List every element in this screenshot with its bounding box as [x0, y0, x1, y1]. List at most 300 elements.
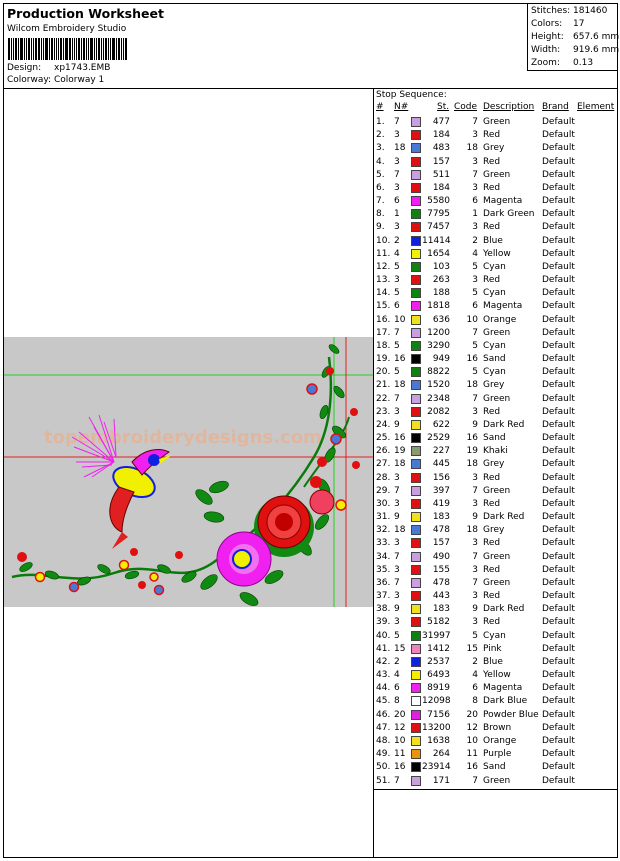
table-row [374, 630, 617, 643]
row-code: 3 [472, 156, 478, 167]
row-needle: 16 [394, 354, 406, 365]
row-stitches: 2529 [427, 433, 450, 444]
row-stitches: 11414 [422, 235, 451, 246]
table-row [374, 366, 617, 379]
barcode-bar [105, 38, 107, 60]
barcode-bar [26, 38, 27, 60]
row-needle: 3 [394, 130, 400, 141]
colors-label: Colors: [531, 19, 563, 29]
row-code: 10 [466, 735, 478, 746]
table-row [374, 169, 617, 182]
row-code: 3 [472, 275, 478, 286]
table-row [374, 327, 617, 340]
row-code: 18 [466, 525, 478, 536]
table-row [374, 340, 617, 353]
row-description: Blue [483, 656, 503, 667]
stitches-label: Stitches: [531, 6, 571, 16]
row-number: 31. [376, 512, 391, 523]
barcode-bar [112, 38, 115, 60]
row-description: Red [483, 275, 501, 286]
row-number: 45. [376, 696, 391, 707]
row-stitches: 478 [432, 525, 450, 536]
company-name: Wilcom Embroidery Studio [7, 24, 127, 34]
color-swatch [411, 552, 421, 562]
color-swatch [411, 394, 421, 404]
barcode-bar [72, 38, 73, 60]
table-row [374, 445, 617, 458]
table-row [374, 287, 617, 300]
row-needle: 12 [394, 722, 406, 733]
color-swatch [411, 710, 421, 720]
color-swatch [411, 117, 421, 127]
row-code: 9 [472, 604, 478, 615]
row-number: 35. [376, 564, 391, 575]
barcode-bar [51, 38, 53, 60]
table-row [374, 511, 617, 524]
row-description: Green [483, 485, 511, 496]
row-number: 17. [376, 327, 391, 338]
row-description: Green [483, 551, 511, 562]
row-code: 5 [472, 367, 478, 378]
row-brand: Default [542, 393, 575, 404]
height-label: Height: [531, 32, 564, 42]
row-number: 4. [376, 156, 385, 167]
row-stitches: 511 [432, 169, 450, 180]
row-needle: 6 [394, 301, 400, 312]
row-stitches: 1412 [427, 643, 450, 654]
row-code: 11 [466, 749, 478, 760]
row-stitches: 1638 [427, 735, 450, 746]
barcode-bar [69, 38, 71, 60]
row-needle: 2 [394, 656, 400, 667]
barcode-bar [101, 38, 102, 60]
row-brand: Default [542, 735, 575, 746]
table-row [374, 695, 617, 708]
row-stitches: 171 [432, 775, 450, 786]
row-brand: Default [542, 604, 575, 615]
row-needle: 11 [394, 749, 406, 760]
col-element: Element [577, 102, 615, 112]
row-stitches: 264 [432, 749, 450, 760]
row-code: 7 [472, 327, 478, 338]
row-number: 13. [376, 275, 391, 286]
row-stitches: 1520 [427, 380, 450, 391]
table-row [374, 761, 617, 774]
row-code: 3 [472, 222, 478, 233]
stop-sequence-panel [374, 90, 617, 790]
row-description: Magenta [483, 301, 523, 312]
table-row [374, 208, 617, 221]
row-stitches: 2348 [427, 393, 450, 404]
row-code: 6 [472, 196, 478, 207]
barcode-bar [60, 38, 62, 60]
table-row [374, 472, 617, 485]
row-needle: 8 [394, 696, 400, 707]
row-needle: 7 [394, 117, 400, 127]
row-stitches: 8822 [427, 367, 450, 378]
row-brand: Default [542, 327, 575, 338]
row-stitches: 183 [432, 512, 450, 523]
color-swatch [411, 143, 421, 153]
barcode-bar [88, 38, 89, 60]
row-stitches: 477 [432, 117, 450, 127]
design-row [7, 63, 110, 73]
row-description: Dark Red [483, 512, 525, 523]
row-number: 1. [376, 117, 385, 127]
row-description: Yellow [483, 670, 511, 681]
width-value: 919.6 mm [573, 45, 620, 55]
width-stat [531, 45, 619, 55]
row-needle: 3 [394, 275, 400, 286]
color-swatch [411, 196, 421, 206]
row-code: 18 [466, 380, 478, 391]
table-row [374, 485, 617, 498]
table-row [374, 669, 617, 682]
row-stitches: 636 [432, 314, 450, 325]
row-description: Cyan [483, 288, 506, 299]
color-swatch [411, 209, 421, 219]
color-swatch [411, 670, 421, 680]
color-swatch [411, 473, 421, 483]
row-needle: 3 [394, 591, 400, 602]
watermark-text: topembroiderydesigns.com [44, 427, 322, 448]
row-brand: Default [542, 196, 575, 207]
color-swatch [411, 591, 421, 601]
row-number: 6. [376, 182, 385, 193]
row-brand: Default [542, 617, 575, 628]
row-stitches: 7457 [427, 222, 450, 233]
row-needle: 3 [394, 617, 400, 628]
table-row [374, 564, 617, 577]
row-code: 15 [466, 643, 478, 654]
row-code: 4 [472, 248, 478, 259]
barcode-bar [43, 38, 44, 60]
row-description: Sand [483, 762, 506, 773]
row-code: 7 [472, 551, 478, 562]
row-brand: Default [542, 551, 575, 562]
row-code: 19 [466, 446, 478, 457]
row-brand: Default [542, 117, 575, 127]
row-brand: Default [542, 130, 575, 141]
barcode-bar [78, 38, 80, 60]
color-swatch [411, 130, 421, 140]
row-code: 3 [472, 617, 478, 628]
row-number: 24. [376, 419, 391, 430]
row-code: 6 [472, 683, 478, 694]
color-swatch [411, 512, 421, 522]
row-stitches: 157 [432, 156, 450, 167]
row-stitches: 7156 [427, 709, 450, 720]
colorway-label: Colorway: [7, 75, 52, 85]
row-code: 4 [472, 670, 478, 681]
row-code: 7 [472, 393, 478, 404]
row-code: 2 [472, 235, 478, 246]
color-swatch [411, 538, 421, 548]
table-row [374, 221, 617, 234]
row-brand: Default [542, 498, 575, 509]
row-number: 49. [376, 749, 391, 760]
row-number: 26. [376, 446, 391, 457]
row-stitches: 227 [432, 446, 450, 457]
row-brand: Default [542, 182, 575, 193]
row-description: Yellow [483, 248, 511, 259]
stitches-stat [531, 6, 607, 16]
barcode-bar [45, 38, 48, 60]
row-code: 10 [466, 314, 478, 325]
row-needle: 5 [394, 288, 400, 299]
color-swatch [411, 170, 421, 180]
row-number: 47. [376, 722, 391, 733]
row-needle: 7 [394, 551, 400, 562]
barcode-bar [118, 38, 120, 60]
row-number: 38. [376, 604, 391, 615]
row-needle: 16 [394, 433, 406, 444]
table-row [374, 419, 617, 432]
color-swatch [411, 644, 421, 654]
row-code: 18 [466, 143, 478, 154]
row-number: 11. [376, 248, 391, 259]
table-row [374, 682, 617, 695]
row-description: Red [483, 538, 501, 549]
table-row [374, 261, 617, 274]
row-description: Green [483, 775, 511, 786]
row-stitches: 3290 [427, 340, 450, 351]
row-brand: Default [542, 314, 575, 325]
row-stitches: 419 [432, 498, 450, 509]
row-needle: 3 [394, 222, 400, 233]
row-number: 8. [376, 209, 385, 220]
barcode-bar [18, 38, 19, 60]
row-needle: 7 [394, 485, 400, 496]
barcode-bar [90, 38, 93, 60]
barcode-bar [58, 38, 59, 60]
page-title: Production Worksheet [7, 6, 164, 21]
row-number: 43. [376, 670, 391, 681]
row-stitches: 183 [432, 604, 450, 615]
row-description: Dark Green [483, 209, 535, 220]
zoom-label: Zoom: [531, 58, 560, 68]
zoom-stat [531, 58, 593, 68]
row-description: Brown [483, 722, 512, 733]
embroidery-design-image [4, 337, 373, 607]
worksheet [3, 3, 618, 858]
row-description: Grey [483, 525, 505, 536]
row-needle: 5 [394, 367, 400, 378]
barcode-bar [108, 38, 109, 60]
row-description: Sand [483, 354, 506, 365]
color-swatch [411, 288, 421, 298]
colors-stat [531, 19, 584, 29]
row-brand: Default [542, 380, 575, 391]
row-needle: 19 [394, 446, 406, 457]
row-brand: Default [542, 670, 575, 681]
row-code: 8 [472, 696, 478, 707]
table-row [374, 235, 617, 248]
color-swatch [411, 723, 421, 733]
row-stitches: 6493 [427, 670, 450, 681]
row-needle: 18 [394, 143, 406, 154]
row-brand: Default [542, 275, 575, 286]
row-brand: Default [542, 340, 575, 351]
row-needle: 6 [394, 196, 400, 207]
row-description: Grey [483, 143, 505, 154]
row-stitches: 156 [432, 472, 450, 483]
row-stitches: 31997 [422, 630, 451, 641]
row-needle: 3 [394, 564, 400, 575]
row-brand: Default [542, 656, 575, 667]
row-brand: Default [542, 643, 575, 654]
row-number: 28. [376, 472, 391, 483]
row-needle: 2 [394, 235, 400, 246]
row-description: Cyan [483, 261, 506, 272]
row-number: 23. [376, 406, 391, 417]
row-brand: Default [542, 630, 575, 641]
row-needle: 10 [394, 735, 406, 746]
col-brand: Brand [542, 102, 569, 112]
table-row [374, 300, 617, 313]
row-needle: 4 [394, 248, 400, 259]
row-needle: 20 [394, 709, 406, 720]
color-swatch [411, 407, 421, 417]
table-row [374, 551, 617, 564]
table-row [374, 195, 617, 208]
colorway-value: Colorway 1 [54, 75, 105, 85]
table-row [374, 577, 617, 590]
row-needle: 3 [394, 156, 400, 167]
barcode-bar [28, 38, 30, 60]
color-swatch [411, 736, 421, 746]
barcode-bar [63, 38, 64, 60]
barcode-bar [103, 38, 104, 60]
row-brand: Default [542, 683, 575, 694]
row-needle: 3 [394, 538, 400, 549]
table-row [374, 643, 617, 656]
table-row [374, 142, 617, 155]
col-description: Description [483, 102, 535, 112]
row-brand: Default [542, 169, 575, 180]
col-num: # [376, 102, 384, 112]
row-description: Cyan [483, 340, 506, 351]
row-needle: 9 [394, 419, 400, 430]
row-number: 36. [376, 577, 391, 588]
table-row [374, 775, 617, 788]
row-code: 2 [472, 656, 478, 667]
row-code: 6 [472, 301, 478, 312]
row-stitches: 5580 [427, 196, 450, 207]
barcode-bar [11, 38, 12, 60]
row-needle: 5 [394, 340, 400, 351]
width-label: Width: [531, 45, 561, 55]
row-needle: 18 [394, 380, 406, 391]
design-value: xp1743.EMB [54, 63, 111, 73]
colorway-row [7, 75, 104, 85]
row-needle: 4 [394, 670, 400, 681]
table-row [374, 248, 617, 261]
sequence-bottom-rule [374, 789, 617, 790]
row-code: 3 [472, 182, 478, 193]
row-brand: Default [542, 749, 575, 760]
color-swatch [411, 499, 421, 509]
row-brand: Default [542, 446, 575, 457]
table-row [374, 722, 617, 735]
row-code: 18 [466, 459, 478, 470]
color-swatch [411, 328, 421, 338]
row-code: 3 [472, 538, 478, 549]
barcode-bar [76, 38, 77, 60]
row-number: 44. [376, 683, 391, 694]
row-code: 3 [472, 591, 478, 602]
row-code: 5 [472, 288, 478, 299]
row-description: Orange [483, 735, 517, 746]
color-swatch [411, 446, 421, 456]
row-needle: 5 [394, 261, 400, 272]
row-number: 16. [376, 314, 391, 325]
stats-panel [527, 4, 620, 71]
row-number: 12. [376, 261, 391, 272]
table-row [374, 182, 617, 195]
design-background [4, 337, 373, 607]
row-code: 7 [472, 577, 478, 588]
table-row [374, 432, 617, 445]
row-number: 5. [376, 169, 385, 180]
row-stitches: 8919 [427, 683, 450, 694]
row-description: Cyan [483, 630, 506, 641]
row-stitches: 103 [432, 261, 450, 272]
row-description: Magenta [483, 683, 523, 694]
barcode-bar [38, 38, 40, 60]
row-description: Green [483, 327, 511, 338]
color-swatch [411, 525, 421, 535]
row-description: Red [483, 472, 501, 483]
row-stitches: 483 [432, 143, 450, 154]
row-description: Green [483, 577, 511, 588]
color-swatch [411, 367, 421, 377]
color-swatch [411, 696, 421, 706]
row-number: 21. [376, 380, 391, 391]
row-description: Red [483, 564, 501, 575]
row-brand: Default [542, 564, 575, 575]
row-brand: Default [542, 709, 575, 720]
row-code: 3 [472, 130, 478, 141]
row-number: 33. [376, 538, 391, 549]
row-number: 39. [376, 617, 391, 628]
row-number: 27. [376, 459, 391, 470]
row-description: Red [483, 182, 501, 193]
color-swatch [411, 249, 421, 259]
row-needle: 1 [394, 209, 400, 220]
col-code: Code [454, 102, 478, 112]
barcode-icon [8, 38, 146, 60]
barcode-bar [81, 38, 82, 60]
row-needle: 6 [394, 683, 400, 694]
table-row [374, 458, 617, 471]
row-description: Red [483, 156, 501, 167]
design-preview [4, 337, 373, 607]
row-stitches: 263 [432, 275, 450, 286]
row-brand: Default [542, 248, 575, 259]
barcode-bar [54, 38, 55, 60]
row-needle: 7 [394, 577, 400, 588]
row-stitches: 1818 [427, 301, 450, 312]
barcode-bar [94, 38, 95, 60]
barcode-bar [121, 38, 122, 60]
row-number: 40. [376, 630, 391, 641]
row-needle: 3 [394, 406, 400, 417]
row-stitches: 12098 [422, 696, 451, 707]
row-code: 3 [472, 498, 478, 509]
row-needle: 9 [394, 604, 400, 615]
color-swatch [411, 604, 421, 614]
